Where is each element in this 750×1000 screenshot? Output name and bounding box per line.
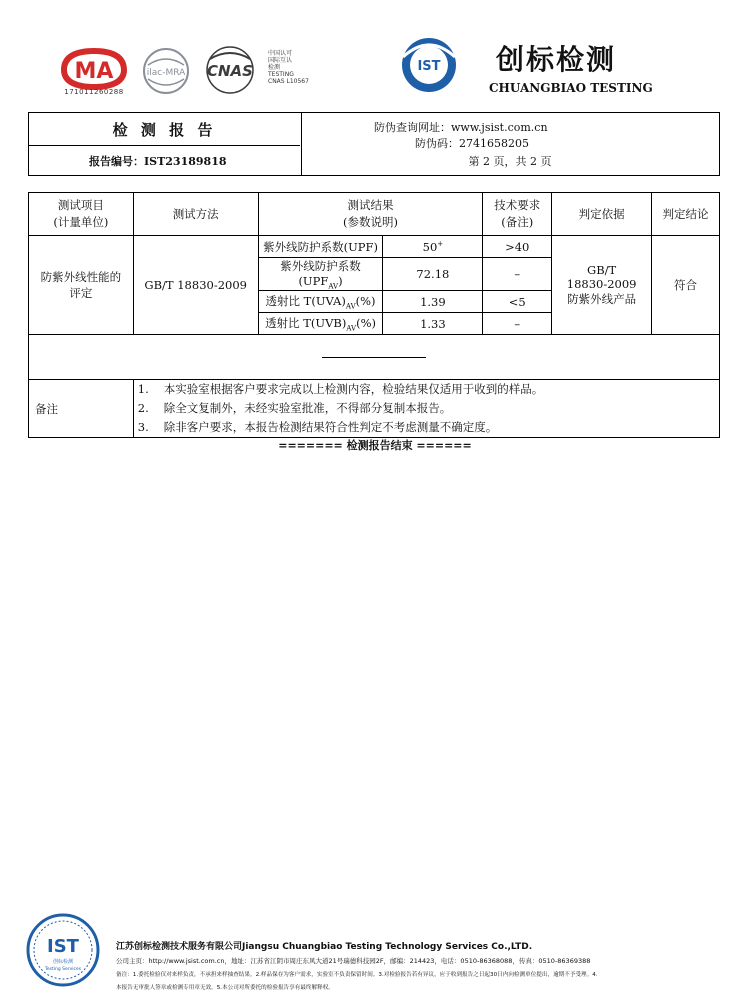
verify-code: 防伪码：2741658205 [415,137,529,150]
basis-cell: GB/T 18830-2009 防紫外线产品 [552,236,652,335]
ilac-label: ilac-MRA [146,68,186,78]
brand-name-en: CHUANGBIAO TESTING [489,81,653,95]
note-item: 3. 除非客户要求，本报告检测结果符合性判定不考虑测量不确定度。 [137,420,498,435]
requirement-cell: – [483,313,552,335]
requirement-cell: – [483,258,552,291]
verify-url: 防伪查询网址：www.jsist.com.cn [374,121,548,134]
blank-row [29,335,720,380]
test-results-table [28,192,720,438]
footer-note: 备注：1.委托检验仅对来样负责，不承担来样抽查结果。2.样品保存为客户需求，实验室不负责保留时间。3.对检验报告若有异议，应于收到报告之日起30日内向检测单位提出，逾期不予受理。4. [116,972,598,978]
cnas-logo [196,45,264,95]
requirement-cell: <5 [483,291,552,313]
ist-logo [397,35,461,95]
param-cell: 紫外线防护系数$(UPF_{AV})$ [258,258,383,291]
cnas-label: CNAS [207,62,253,80]
value-cell: 50+ [383,236,483,258]
cma-label: MA [74,59,114,84]
blank-line-divider [322,357,426,358]
report-end-marker: ======= 检测报告结束 ====== [278,439,472,452]
table-row [29,236,720,258]
cnas-text-line: TESTING [268,71,294,78]
ist-label: IST [417,59,441,74]
table-header-row [29,193,720,236]
ilac-mra-logo [138,45,194,97]
cma-number: 171011260288 [64,88,124,96]
value-cell: 1.33 [383,313,483,335]
cnas-text-line: CNAS L10567 [268,78,309,85]
cnas-text-line: 国际互认 [268,57,293,64]
ist-footer-label: IST [47,936,79,957]
report-number: 报告编号：IST23189818 [89,155,227,168]
value-cell: 72.18 [383,258,483,291]
notes-label: 备注 [29,380,134,438]
value-cell: 1.39 [383,291,483,313]
conclusion-cell: 符合 [652,236,720,335]
header-requirement: 技术要求 (备注) [483,193,552,236]
page-info: 第 2 页，共 2 页 [468,155,552,168]
param-cell: 透射比 $T(UVB)_{AV}(\%)$ [258,313,383,335]
report-title-box [28,112,720,176]
header-method: 测试方法 [133,193,258,236]
brand-name-cn: 创标检测 [496,43,617,76]
method-cell: GB/T 18830-2009 [133,236,258,335]
param-cell: 透射比 $T(UVA)_{AV}(\%)$ [258,291,383,313]
cnas-accreditation-text [268,50,338,85]
param-cell: 紫外线防护系数(UPF) [258,236,383,258]
ist-footer-seal [25,912,101,988]
cnas-text-line: 检测 [268,64,281,71]
report-title: 检 测 报 告 [112,121,217,139]
note-item: 1. 本实验室根据客户要求完成以上检测内容，检验结果仅适用于收到的样品。 [137,382,544,397]
notes-list [133,380,719,438]
header-basis: 判定依据 [552,193,652,236]
note-item: 2. 除全文复制外，未经实验室批准，不得部分复制本报告。 [137,401,452,416]
header-conclusion: 判定结论 [652,193,720,236]
cnas-text-line: 中国认可 [268,50,293,57]
title-separator [29,145,300,146]
item-name-cell: 防紫外线性能的 评定 [29,236,134,335]
header-item: 测试项目 (计量单位) [29,193,134,236]
header-result: 测试结果 (参数说明) [258,193,483,236]
footer-note: 本报告无审批人签章或检测专用章无效。5.本公司对所委托的检验报告享有最终解释权。 [116,985,334,991]
footer-company: 江苏创标检测技术服务有限公司Jiangsu Chuangbiao Testing Technology Services Co.,LTD. [116,942,533,952]
footer-address: 公司主页：http://www.jsist.com.cn，地址：江苏省江阴市周庄东风大道21号瑞德科技园2F，邮编：214423，电话：0510-86368088，传真：0510-86369388 [116,957,591,965]
blank-cell [29,335,720,380]
requirement-cell: >40 [483,236,552,258]
notes-row [29,380,720,438]
ist-footer-sub-en: Testing Services [44,967,82,972]
ist-footer-sub: 创标检测 [52,959,74,965]
